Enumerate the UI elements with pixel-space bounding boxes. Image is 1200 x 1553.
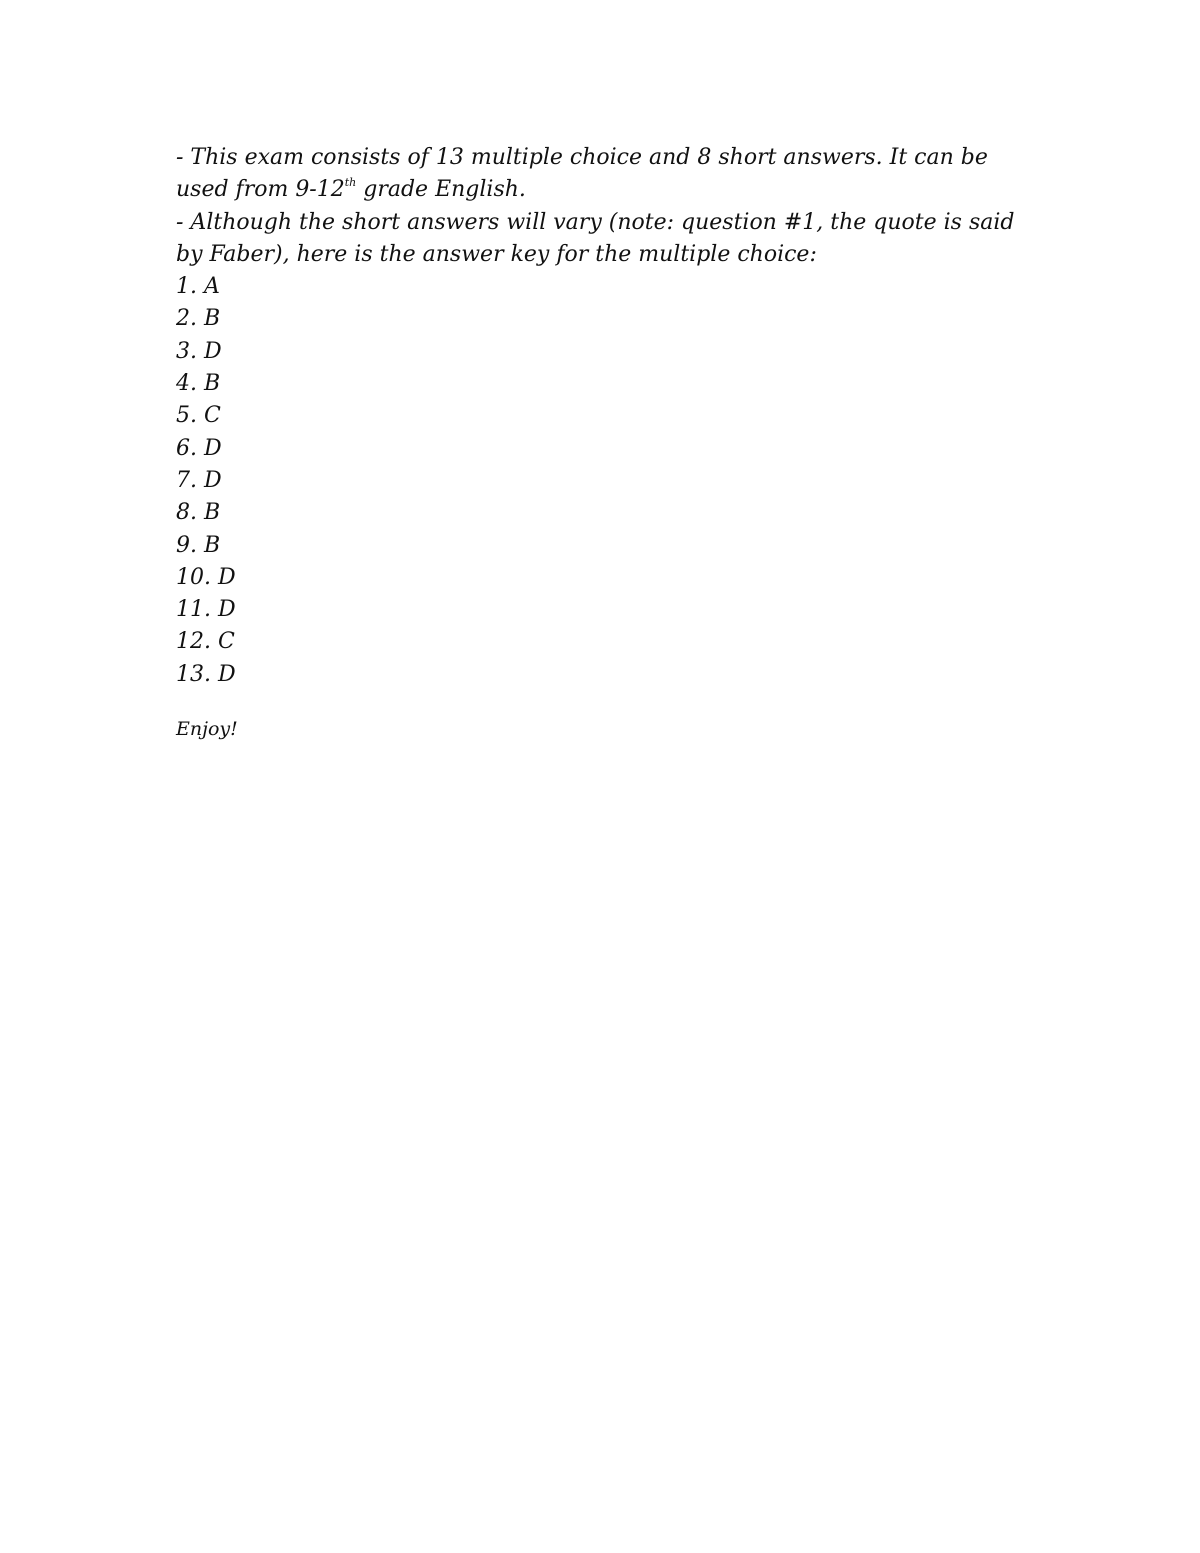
- question-number: 4.: [176, 371, 197, 397]
- intro-line-2: [176, 174, 1036, 206]
- answer-key-item: [176, 594, 1036, 626]
- question-number: 5.: [176, 403, 197, 429]
- answer-key-item: [176, 659, 1036, 691]
- question-number: 1.: [176, 274, 197, 300]
- answer-key-item: [176, 497, 1036, 529]
- intro-line-3: - Although the short answers will vary (note: question #1, the quote is said: [176, 209, 1015, 235]
- answer-key-item: [176, 433, 1036, 465]
- answer-letter: D: [204, 338, 222, 364]
- answer-key-list: [176, 271, 1036, 691]
- question-number: 8.: [176, 500, 197, 526]
- answer-key-item: [176, 336, 1036, 368]
- answer-letter: D: [218, 564, 236, 590]
- question-number: 13.: [176, 661, 211, 687]
- answer-letter: A: [204, 274, 220, 300]
- ordinal-superscript: th: [344, 175, 357, 189]
- intro-line-2-end: grade English.: [356, 177, 526, 203]
- answer-letter: D: [218, 597, 236, 623]
- question-number: 6.: [176, 435, 197, 461]
- question-number: 9.: [176, 532, 197, 558]
- answer-letter: C: [204, 403, 221, 429]
- question-number: 10.: [176, 564, 211, 590]
- answer-key-item: [176, 530, 1036, 562]
- answer-letter: D: [204, 467, 222, 493]
- signoff: Enjoy!: [176, 718, 238, 741]
- intro-line-2-start: used from 9-12: [176, 177, 345, 203]
- answer-letter: D: [218, 661, 236, 687]
- answer-letter: D: [204, 435, 222, 461]
- answer-key-item: [176, 400, 1036, 432]
- intro-line-1: - This exam consists of 13 multiple choice and 8 short answers. It can be: [176, 145, 988, 170]
- answer-letter: B: [204, 500, 221, 526]
- answer-letter: B: [204, 306, 221, 332]
- answer-key-item: [176, 465, 1036, 497]
- intro-line-4: by Faber), here is the answer key for the multiple choice:: [176, 241, 817, 267]
- question-number: 2.: [176, 306, 197, 332]
- answer-letter: C: [218, 629, 235, 655]
- question-number: 12.: [176, 629, 211, 655]
- document-body: [176, 142, 1036, 743]
- answer-letter: B: [204, 532, 221, 558]
- question-number: 3.: [176, 338, 197, 364]
- answer-key-item: [176, 271, 1036, 303]
- answer-key-item: [176, 562, 1036, 594]
- answer-key-item: [176, 368, 1036, 400]
- answer-key-item: [176, 303, 1036, 335]
- answer-letter: B: [204, 371, 221, 397]
- question-number: 11.: [176, 597, 211, 623]
- question-number: 7.: [176, 467, 197, 493]
- answer-key-item: [176, 626, 1036, 658]
